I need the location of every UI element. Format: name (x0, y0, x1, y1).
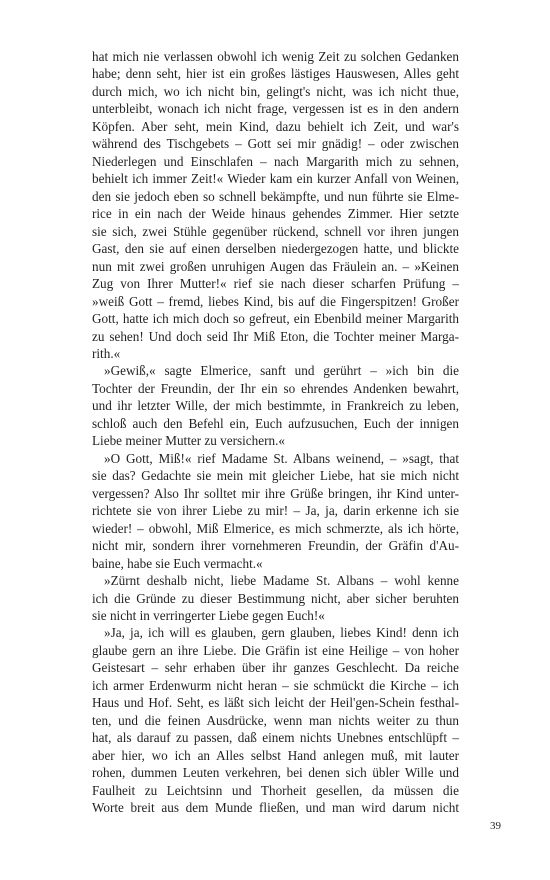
text-line: und ihr letzter Wille, der mich bestimmte, in Frankreich zu leben, (92, 398, 459, 414)
text-line: Köpfen. Aber seht, mein Kind, dazu behielt ich Zeit, und war's (92, 118, 459, 134)
text-line: ten, und die feinen Ausdrücke, wenn man nichts weiter zu thun (92, 712, 459, 728)
paragraph (92, 362, 459, 449)
text-line: baine, habe sie Euch vermacht.« (92, 555, 263, 571)
text-line: Zug von Ihrer Mutter!« rief sie nach dieser scharfen Prüfung – (92, 276, 459, 292)
text-line: Niederlegen und Einschlafen – nach Margarith mich zu sehnen, (92, 153, 459, 169)
paragraph (92, 450, 459, 572)
text-line: Gott, hatte ich mich doch so gefreut, ein Ebenbild meiner Margarith (92, 311, 459, 327)
text-line: Haus und Hof. Seht, es läßt sich leicht der Heil'gen-Schein festhal- (92, 695, 459, 711)
text-line: rice in ein nach der Weide hinaus gehendes Zimmer. Hier setzte (92, 206, 459, 222)
text-line: Tochter der Freundin, der Ihr ein so ehrendes Andenken bewahrt, (92, 380, 459, 396)
text-line: ich die Gründe zu dieser Bestimmung nicht, aber sicher beruhten (92, 590, 459, 606)
text-line: hat mich nie verlassen obwohl ich wenig Zeit zu solchen Gedanken (92, 49, 459, 64)
text-line: »Zürnt deshalb nicht, liebe Madame St. Albans – wohl kenne (104, 573, 459, 589)
text-line: sie das? Gedachte sie mein mit gleicher Liebe, hat sie mich nicht (92, 468, 459, 484)
text-line: »Ja, ja, ich will es glauben, gern glauben, liebes Kind! denn ich (104, 625, 459, 641)
text-line: wieder! – obwohl, Miß Elmerice, es mich schmerzte, als ich hörte, (92, 520, 459, 536)
text-line: behielt ich immer Zeit!« Wieder kam ein kurzer Anfall von Weinen, (92, 171, 459, 187)
text-line: durch mich, wo ich nicht bin, gelingt's nicht, was ich nicht thue, (92, 83, 459, 99)
text-line: zu sehen! Und doch seid Ihr Miß Eton, die Tochter meiner Marga- (92, 328, 459, 344)
paragraph (92, 624, 459, 816)
text-line: »weiß Gott – fremd, liebes Kind, bis auf die Fingerspitzen! Großer (92, 293, 459, 309)
text-line: glaube gern an ihre Liebe. Die Gräfin ist eine Heilige – von hoher (92, 642, 459, 658)
paragraph (92, 48, 459, 362)
text-line: nun mit zwei großen unruhigen Augen das Fräulein an. – »Keinen (92, 258, 459, 274)
text-line: unterbleibt, wonach ich nicht frage, vergessen ist es in den andern (92, 101, 459, 117)
text-line: »Gewiß,« sagte Elmerice, sanft und gerührt – »ich bin die (104, 363, 459, 379)
text-line: rith.« (92, 345, 121, 361)
text-line: aber hier, wo ich an Alles selbst Hand anlegen muß, mit lauter (92, 747, 459, 763)
text-line: habe; denn seht, hier ist ein großes lästiges Hauswesen, Alles geht (92, 66, 459, 82)
text-line: Liebe meiner Mutter zu versichern.« (92, 433, 285, 449)
text-line: während des Tischgebets – Gott sei mir gnädig! – oder zwischen (92, 136, 459, 152)
text-line: hat, als darauf zu passen, daß einem nichts Unebnes entschlüpft – (92, 730, 459, 746)
text-line: den sie jedoch eben so schnell bekämpfte, und nun führte sie Elme- (92, 188, 459, 204)
page-number: 39 (490, 820, 501, 832)
paragraph (92, 572, 459, 624)
text-line: Faulheit zu Leichtsinn und Thorheit gesellen, da müssen die (92, 782, 459, 798)
text-line: »O Gott, Miß!« rief Madame St. Albans weinend, – »sagt, that (104, 450, 459, 466)
text-line: sie nicht in verringerter Liebe gegen Euch!« (92, 608, 325, 623)
text-line: Geistesart – sehr erhaben über ihr ganzes Geschlecht. Da reiche (92, 660, 459, 676)
text-line: schloß auch den Befehl ein, Euch aufzusuchen, Euch der innigen (92, 415, 459, 431)
text-line: nicht mir, sondern ihrer vornehmeren Freundin, der Gräfin d'Au- (92, 538, 459, 554)
text-line: rohen, dummen Leuten verkehren, bei denen sich übler Wille und (92, 765, 459, 781)
text-line: richtete sie von ihrer Liebe zu mir! – Ja, ja, darin erkenne ich sie (92, 503, 459, 519)
text-line: vergessen? Also Ihr solltet mir ihre Grüße bringen, ihr Kind unter- (92, 485, 459, 501)
text-line: ich armer Erdenwurm nicht heran – sie schmückt die Kirche – ich (92, 677, 459, 693)
text-line: sie sich, zwei Stühle gegenüber rückend, schnell vor ihren jungen (92, 223, 459, 239)
text-line: Gast, den sie auf einen derselben niedergezogen hatte, und blickte (92, 241, 459, 257)
text-line: Worte breit aus dem Munde fließen, und man wird darum nicht (92, 800, 459, 816)
page-text-column (92, 48, 459, 817)
